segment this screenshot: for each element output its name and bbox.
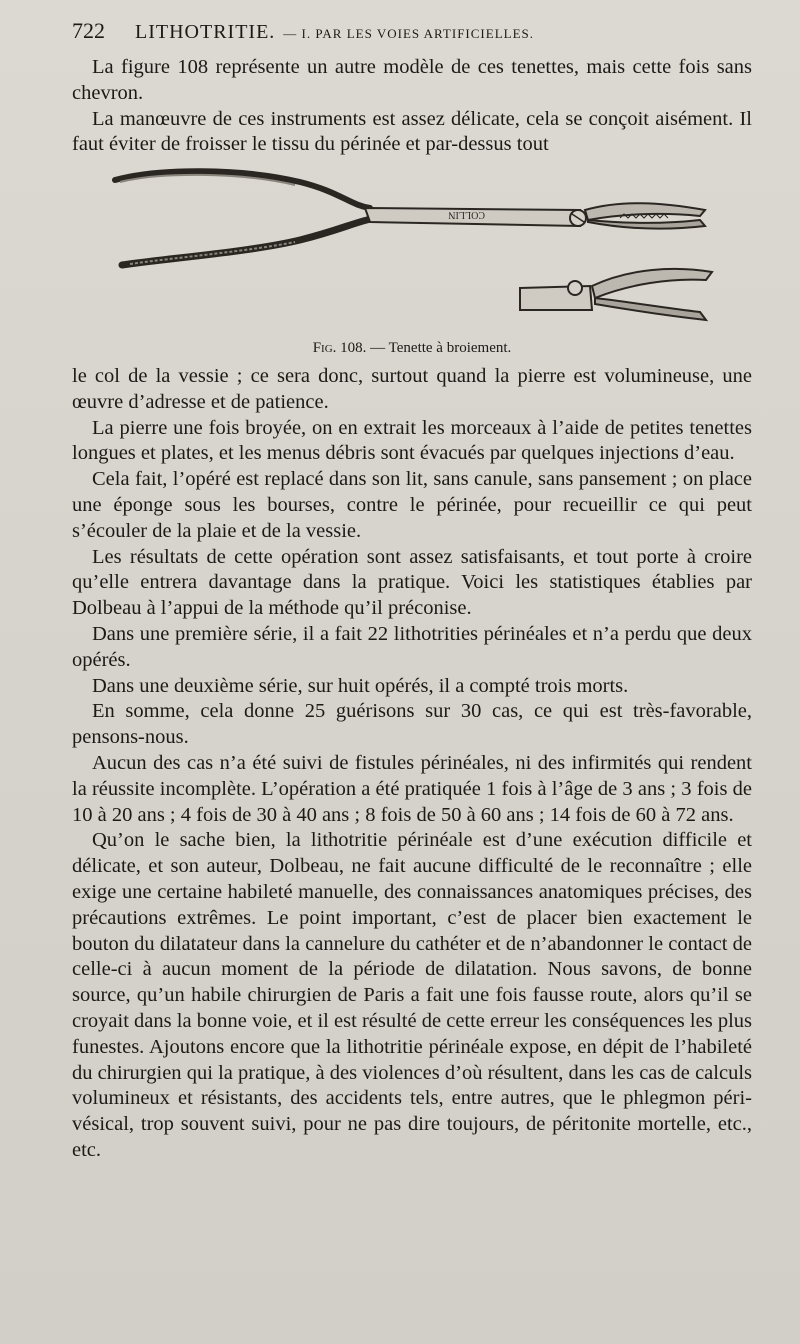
detail-jaw-lower xyxy=(595,298,706,320)
running-title: LITHOTRITIE. xyxy=(135,21,276,43)
text-block-bottom xyxy=(72,364,752,1164)
paragraph: La manœuvre de ces instruments est assez délicate, cela se conçoit aisément. Il faut éviter de froisser le tissu du périnée et par-dessus tout xyxy=(72,107,752,156)
detail-pivot-screw xyxy=(568,281,582,295)
text-block-top xyxy=(72,55,752,158)
paragraph: La pierre une fois broyée, on en extrait les morceaux à l’aide de petites tenettes longues et plates, et les menus débris sont évacués par quelques injections d’eau. xyxy=(72,416,752,465)
figure-caption-text: — Tenette à broiement. xyxy=(370,340,512,356)
detail-jaw-upper xyxy=(592,269,712,298)
paragraph: Dans une première série, il a fait 22 lithotrities périnéales et n’a perdu que deux opérés. xyxy=(72,622,752,671)
forceps-handle-lower xyxy=(122,218,375,265)
figure-caption xyxy=(72,340,752,357)
paragraph: La figure 108 représente un autre modèle de ces tenettes, mais cette fois sans chevron. xyxy=(72,56,752,104)
paragraph: Cela fait, l’opéré est replacé dans son lit, sans canule, sans pansement ; on place une éponge sous les bourses, contre le périnée, pour recueillir ce qui peut s’écouler de la plaie et de la vessie. xyxy=(72,468,752,542)
page-number: 722 xyxy=(72,18,105,43)
paragraph: Qu’on le sache bien, la lithotritie périnéale est d’une exécution difficile et délicate, et son auteur, Dolbeau, ne fait aucune difficulté de le reconnaître ; elle exige une certaine habileté manuelle, des connaissances anatomiques précises, des précautions extrêmes. Le point important, c’est de placer bien exactement le bouton du dilatateur dans la cannelure du cathéter et de n’abandonner le contact de celle-ci à aucun moment de la période de dilatation. Nous savons, de bonne source, qu’un habile chirurgien de Paris a fait une fois fausse route, alors qu’il se croyait dans la bonne voie, et il est résulté de cette erreur les conséquences les plus funestes. Ajoutons encore que la lithotritie périnéale expose, en dépit de l’habileté du chirurgien qui la pratique, à des violences d’où résultent, dans les cas de calculs volumineux et résistants, des accidents tels, entre autres, que le phlegmon péri-vésical, trop souvent suivi, pour ne pas dire toujours, de péritonite mortelle, etc., etc. xyxy=(72,829,752,1161)
figure-label: Fig. 108. xyxy=(312,340,367,356)
paragraph: Les résultats de cette opération sont assez satisfaisants, et tout porte à croire qu’elle entrera davantage dans la pratique. Voici les statistiques établies par Dolbeau à l’appui de la méthode qu’il préconise. xyxy=(72,545,752,620)
paragraph: En somme, cela donne 25 guérisons sur 30 cas, ce qui est très-favorable, pensons-nous. xyxy=(72,700,752,749)
running-header xyxy=(72,18,760,44)
paragraph: le col de la vessie ; ce sera donc, surtout quand la pierre est volumineuse, une œuvre d’adresse et de patience. xyxy=(72,365,752,413)
paragraph: Aucun des cas n’a été suivi de fistules périnéales, ni des infirmités qui rendent la réussite incomplète. L’opération a été pratiquée 1 fois à l’âge de 3 ans ; 3 fois de 10 à 20 ans ; 4 fois de 30 à 40 ans ; 8 fois de 50 à 60 ans ; 14 fois de 60 à 72 ans. xyxy=(72,751,752,826)
running-subtitle: — I. PAR LES VOIES ARTIFICIELLES. xyxy=(283,26,535,41)
maker-mark: COLLIN xyxy=(448,209,485,220)
paragraph: Dans une deuxième série, sur huit opérés, il a compté trois morts. xyxy=(92,674,629,697)
forceps-jaw-lower xyxy=(588,220,705,229)
tenette-illustration xyxy=(100,160,720,350)
